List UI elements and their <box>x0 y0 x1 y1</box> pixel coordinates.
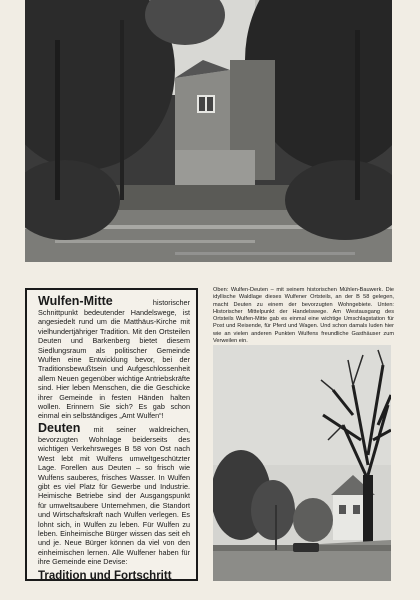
mill-photo <box>25 0 392 262</box>
heading-deuten: Deuten <box>38 420 81 435</box>
text-deuten: mit seiner waldreichen, bevorzugten Wohnlage beiderseits des wichtigen Verkehrsweges B 58 von Ost nach West lebt mit Wulfens umweltgeschützter Lage. Forellen aus Deuten – so frisch wie Wulfens sauberes, frisches Wasser. In Wulfen gibt es viel Platz für Gewerbe und Industrie. Heimische Betriebe sind der Ausgangspunkt für umweltsaubere Unternehmen, die Standort und Wirtschaftskraft nach Wulfen verlegen. Es lohnt sich, in Wulfen zu leben. Für Wulfen zu leben. Einheimische Bürger wissen das seit eh und je. Neue Bürger können da viel von den einheimischen lernen. Alle Wulfener haben für ihre Gemeinde eine Devise: <box>38 424 190 567</box>
heading-wulfen-mitte: Wulfen-Mitte <box>38 294 113 308</box>
section-wulfen-mitte <box>38 294 190 421</box>
section-deuten <box>38 421 190 567</box>
text-wulfen-mitte: historischer Schnittpunkt bedeutender Handelswege, ist angesiedelt rund um die Matthäus-Kirche mit vielhundertjähriger Tradition. Mit den Ortsteilen Deuten und Barkenberg bietet diesem Siedlungsraum als politischer Gemeinde Wulfen eine Entwicklung bevor, bei der Traditionsbewußtsein und Aufgeschlossenheit allem Neuen gegenüber wichtige Antriebskräfte sind. Hier leben Menschen, die die Geschicke ihrer Gemeinde in festen Händen halten wollen. Erinnern Sie sich? Es gab schon einmal ein selbständiges „Amt Wulfen“! <box>38 298 190 421</box>
photo-caption: Oben: Wulfen-Deuten – mit seinem historischen Mühlen-Bauwerk. Die idyllische Waldlage dieses Wulfener Ortsteils, an der B 58 gelegen, macht Deuten zu einem der bevorzugten Wohngebiete. Unten: Historischer Mittelpunkt der Handelswege. Am Westausgang des Ortsteils Wulfen-Mitte gab es einmal eine wichtige Umschlagstation für Post und Reisende, für Pferd und Wagen. Und schon damals luden hier wie an vielen anderen Punkten Wulfens freundliche Gasthäuser zum Verweilen ein. <box>213 287 394 345</box>
closing-motto: Tradition und Fortschritt <box>38 569 172 581</box>
street-tree-photo <box>213 345 391 581</box>
article-text-box <box>25 288 198 581</box>
